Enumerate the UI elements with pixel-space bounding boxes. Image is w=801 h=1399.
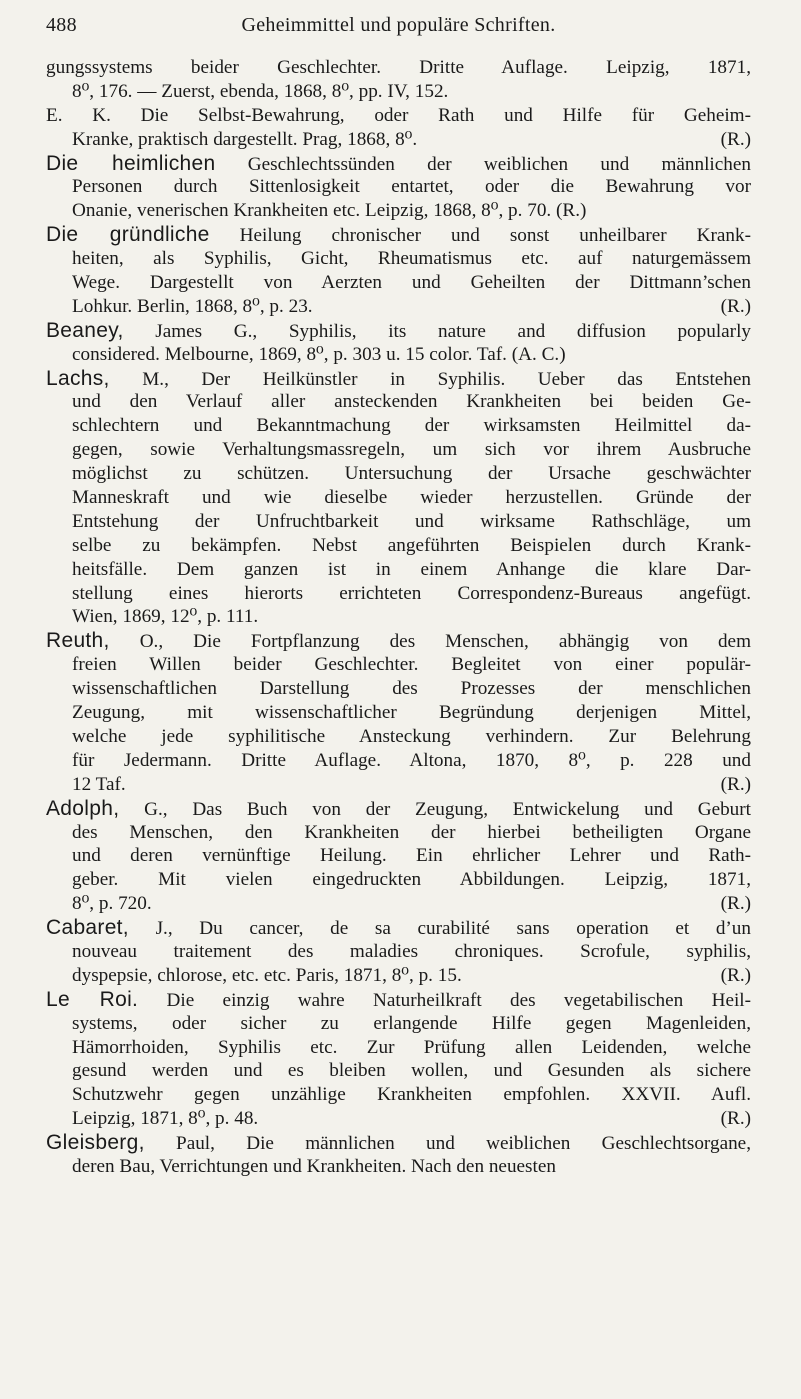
entry-line [46,343,751,367]
reviewer-tag: (R.) [720,1108,751,1130]
entry-text: geber. Mit vielen eingedruckten Abbildungen. Leipzig, 1871, [72,869,751,891]
bibliography-entry [46,223,751,319]
entry-line [46,725,751,749]
entry-text: 8⁰, 176. — Zuerst, ebenda, 1868, 8⁰, pp. IV, 152. [72,80,449,102]
entry-text: welche jede syphilitische Ansteckung verhindern. Zur Belehrung [72,725,751,747]
entry-text: J., Du cancer, de sa curabilité sans operation et d’un [128,918,751,940]
entry-line [46,319,751,343]
entry-line [46,605,751,629]
entry-text: freien Willen beider Geschlechter. Begleitet von einer populär- [72,654,751,676]
entry-line [46,558,751,582]
entry-line [46,152,751,176]
entry-text: deren Bau, Verrichtungen und Krankheiten. Nach den neuesten [72,1155,556,1177]
entry-text: systems, oder sicher zu erlangende Hilfe gegen Magenleiden, [72,1012,751,1034]
entry-line [46,486,751,510]
entry-line [46,271,751,295]
entry-line [46,128,751,152]
entry-text: Onanie, venerischen Krankheiten etc. Leipzig, 1868, 8⁰, p. 70. (R.) [72,200,587,222]
entry-line [46,797,751,821]
entry-line [46,916,751,940]
page-number: 488 [46,14,77,36]
entry-line [46,701,751,725]
entry-line [46,534,751,558]
entry-text: Schutzwehr gegen unzählige Krankheiten empfohlen. XXVII. Aufl. [72,1084,751,1106]
entry-line [46,773,751,797]
entry-text: Paul, Die männlichen und weiblichen Geschlechtsorgane, [144,1133,751,1155]
running-head [46,14,751,42]
entry-line [46,199,751,223]
entry-text: Wege. Dargestellt von Aerzten und Geheilten der Dittmann’schen [72,272,751,294]
reviewer-tag: (R.) [720,295,751,317]
entry-headword: Die heimlichen [46,151,216,175]
entry-text: M., Der Heilkünstler in Syphilis. Ueber das Entstehen [109,368,751,390]
entry-headword: Lachs, [46,366,110,390]
entry-text: stellung eines hierorts errichteten Correspondenz-Bureaus angefügt. [72,582,751,604]
entry-line [46,1012,751,1036]
bibliography-entry [46,797,751,916]
entry-text: und deren vernünftige Heilung. Ein ehrlicher Lehrer und Rath- [72,845,751,867]
entry-line [46,510,751,534]
entry-line [46,629,751,653]
entry-line [46,653,751,677]
bibliography-entry [46,367,751,630]
entry-text: schlechtern und Bekanntmachung der wirksamsten Heilmittel da- [72,415,751,437]
entry-text: Heilung chronischer und sonst unheilbarer Krank- [209,225,751,247]
entry-line [46,104,751,128]
bibliography-entry [46,1131,751,1179]
entry-line [46,868,751,892]
bibliography-entry [46,629,751,796]
entry-line [46,964,751,988]
entry-text: Entstehung der Unfruchtbarkeit und wirksame Rathschläge, um [72,510,751,532]
entry-line [46,367,751,391]
running-title: Geheimmittel und populäre Schriften. [241,14,556,36]
entry-text: dyspepsie, chlorose, etc. etc. Paris, 1871, 8⁰, p. 15. [72,964,462,986]
entry-line [46,438,751,462]
reviewer-tag: (R.) [720,964,751,986]
entry-text: des Menschen, den Krankheiten der hierbei betheiligten Organe [72,821,751,843]
bibliography-entry [46,56,751,104]
bibliography-entry [46,152,751,224]
entry-text: selbe zu bekämpfen. Nebst angeführten Beispielen durch Krank- [72,534,751,556]
bibliography-entry [46,916,751,988]
entry-text: G., Das Buch von der Zeugung, Entwickelung und Geburt [119,798,751,820]
entry-headword: Le Roi. [46,987,139,1011]
bibliography-entry [46,104,751,152]
entry-line [46,1155,751,1179]
entry-line [46,295,751,319]
entry-line [46,749,751,773]
entry-headword: Die gründliche [46,223,210,247]
entry-line [46,582,751,606]
entry-text: möglichst zu schützen. Untersuchung der Ursache geschwächter [72,463,751,485]
entry-text: Hämorrhoiden, Syphilis etc. Zur Prüfung allen Leidenden, welche [72,1036,751,1058]
entry-line [46,892,751,916]
entry-text: Geschlechtssünden der weiblichen und männlichen [215,153,751,175]
entry-headword: Beaney, [46,318,124,342]
entry-line [46,677,751,701]
entry-line [46,1131,751,1155]
entry-text: gungssystems beider Geschlechter. Dritte Auflage. Leipzig, 1871, [46,57,751,78]
entry-text: Personen durch Sittenlosigkeit entartet, oder die Bewahrung vor [72,176,751,198]
entry-line [46,247,751,271]
entry-text: heitsfälle. Dem ganzen ist in einem Anhange die klare Dar- [72,558,751,580]
reviewer-tag: (R.) [720,773,751,795]
entry-line [46,844,751,868]
bibliography-entry [46,988,751,1131]
entry-text: Leipzig, 1871, 8⁰, p. 48. [72,1108,259,1130]
entry-text: und den Verlauf aller ansteckenden Krankheiten bei beiden Ge- [72,391,751,413]
entry-headword: Reuth, [46,629,110,653]
entry-text: E. K. Die Selbst-Bewahrung, oder Rath und Hilfe für Geheim- [46,104,751,126]
entry-headword: Gleisberg, [46,1131,145,1155]
reviewer-tag: (R.) [720,128,751,150]
entry-line [46,414,751,438]
entry-line [46,80,751,104]
entry-line [46,56,751,80]
entry-headword: Cabaret, [46,916,129,940]
entry-text: Lohkur. Berlin, 1868, 8⁰, p. 23. [72,295,313,317]
bibliography-entry [46,319,751,367]
entry-line [46,1083,751,1107]
entry-line [46,462,751,486]
entry-line [46,1036,751,1060]
entry-line [46,1107,751,1131]
entry-text: James G., Syphilis, its nature and diffusion popularly [123,320,751,342]
entry-text: Wien, 1869, 12⁰, p. 111. [72,606,259,628]
entry-text: Zeugung, mit wissenschaftlicher Begründung derjenigen Mittel, [72,702,751,724]
reviewer-tag: (R.) [720,893,751,915]
entry-headword: Adolph, [46,796,120,820]
entry-line [46,175,751,199]
entry-text: Manneskraft und wie dieselbe wieder herzustellen. Gründe der [72,487,751,509]
entry-text: gegen, sowie Verhaltungsmassregeln, um sich vor ihrem Ausbruche [72,439,751,461]
entry-text: 8⁰, p. 720. [72,893,152,915]
bibliography-list [46,56,751,1179]
entry-line [46,821,751,845]
entry-text: Kranke, praktisch dargestellt. Prag, 1868, 8⁰. [72,128,418,150]
entry-line [46,988,751,1012]
entry-text: heiten, als Syphilis, Gicht, Rheumatismus etc. auf naturgemässem [72,248,751,270]
entry-text: gesund werden und es bleiben wollen, und Gesunden als sichere [72,1060,751,1082]
entry-text: wissenschaftlichen Darstellung des Prozesses der menschlichen [72,678,751,700]
entry-text: 12 Taf. [72,773,126,795]
entry-line [46,1059,751,1083]
entry-text: Die einzig wahre Naturheilkraft des vegetabilischen Heil- [138,989,752,1011]
entry-text: nouveau traitement des maladies chroniques. Scrofule, syphilis, [72,940,751,962]
entry-text: considered. Melbourne, 1869, 8⁰, p. 303 u. 15 color. Taf. (A. C.) [72,343,566,365]
entry-text: für Jedermann. Dritte Auflage. Altona, 1870, 8⁰, p. 228 und [72,749,751,771]
entry-line [46,940,751,964]
entry-text: O., Die Fortpflanzung des Menschen, abhängig von dem [109,631,751,653]
entry-line [46,223,751,247]
entry-line [46,390,751,414]
